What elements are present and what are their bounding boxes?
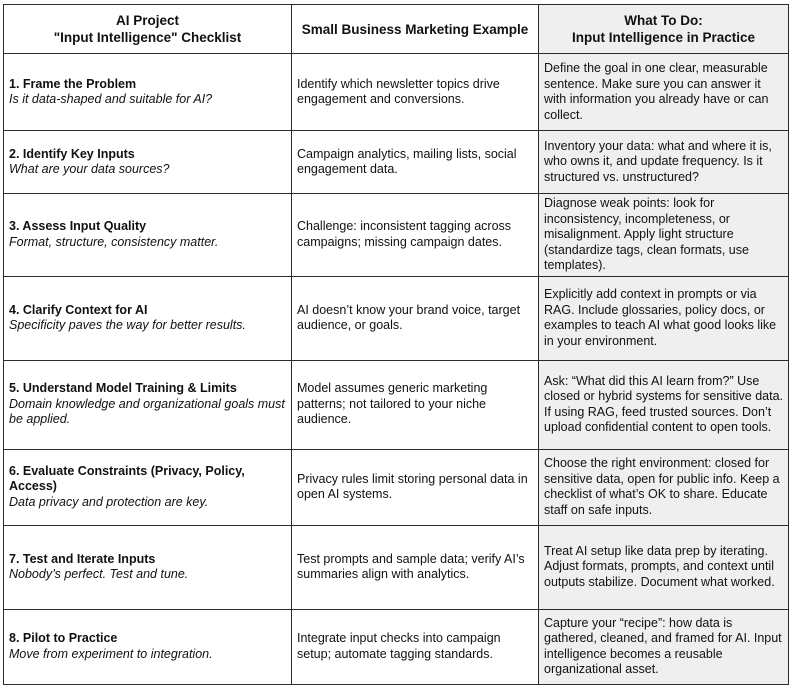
step-subtitle: Specificity paves the way for better results. — [9, 318, 246, 332]
header-checklist — [4, 5, 292, 54]
step-cell — [4, 276, 292, 360]
example-cell: Campaign analytics, mailing lists, social engagement data. — [292, 131, 539, 194]
step-cell — [4, 194, 292, 277]
step-cell — [4, 525, 292, 609]
table-row — [4, 131, 789, 194]
header-example-text: Small Business Marketing Example — [301, 21, 529, 37]
todo-cell: Ask: “What did this AI learn from?” Use closed or hybrid systems for sensitive data. If using RAG, feed trusted sources. Don’t upload confidential content to open tools. — [539, 360, 789, 449]
step-title: 8. Pilot to Practice — [9, 631, 118, 645]
header-what-to-do-line2: Input Intelligence in Practice — [571, 30, 756, 45]
step-title: 2. Identify Key Inputs — [9, 146, 135, 161]
step-title: 5. Understand Model Training & Limits — [9, 381, 237, 396]
step-subtitle: Domain knowledge and organizational goals must be applied. — [9, 396, 285, 427]
header-row — [4, 5, 789, 54]
table-row — [4, 276, 789, 360]
step-subtitle: What are your data sources? — [9, 162, 170, 176]
step-title: 3. Assess Input Quality — [9, 219, 147, 234]
step-cell — [4, 609, 292, 684]
step-title: 7. Test and Iterate Inputs — [9, 551, 156, 566]
example-cell: Identify which newsletter topics drive engagement and conversions. — [292, 54, 539, 131]
todo-cell: Diagnose weak points: look for inconsistency, incompleteness, or misalignment. Apply light structure (standardize tags, clean formats, use templates). — [539, 194, 789, 277]
header-what-to-do — [539, 5, 789, 54]
step-cell — [4, 360, 292, 449]
header-checklist-line2: "Input Intelligence" Checklist — [53, 30, 242, 45]
todo-cell: Define the goal in one clear, measurable sentence. Make sure you can answer it with information you already have or can collect. — [539, 54, 789, 131]
step-cell — [4, 54, 292, 131]
step-subtitle: Data privacy and protection are key. — [9, 494, 209, 509]
step-subtitle: Is it data-shaped and suitable for AI? — [9, 92, 213, 106]
step-subtitle: Nobody’s perfect. Test and tune. — [9, 567, 189, 581]
example-cell: Challenge: inconsistent tagging across campaigns; missing campaign dates. — [292, 194, 539, 277]
header-example — [292, 5, 539, 54]
todo-cell: Explicitly add context in prompts or via RAG. Include glossaries, policy docs, or examples to teach AI what good looks like in your environment. — [539, 276, 789, 360]
header-what-to-do-line1: What To Do: — [624, 13, 703, 28]
todo-cell: Inventory your data: what and where it is, who owns it, and update frequency. Is it structured vs. unstructured? — [539, 131, 789, 194]
table-row — [4, 525, 789, 609]
example-cell: Test prompts and sample data; verify AI’s summaries align with analytics. — [292, 525, 539, 609]
table-row — [4, 194, 789, 277]
step-title: 6. Evaluate Constraints (Privacy, Policy, Access) — [9, 463, 245, 494]
example-cell: AI doesn’t know your brand voice, target audience, or goals. — [292, 276, 539, 360]
example-cell: Model assumes generic marketing patterns; not tailored to your niche audience. — [292, 360, 539, 449]
step-title: 4. Clarify Context for AI — [9, 302, 148, 317]
step-subtitle: Format, structure, consistency matter. — [9, 234, 219, 249]
example-cell: Integrate input checks into campaign setup; automate tagging standards. — [292, 609, 539, 684]
todo-cell: Choose the right environment: closed for sensitive data, open for public info. Keep a checklist of what’s OK to share. Educate staff on safe inputs. — [539, 449, 789, 525]
step-title: 1. Frame the Problem — [9, 76, 137, 91]
table-row — [4, 54, 789, 131]
table-row — [4, 360, 789, 449]
header-checklist-line1: AI Project — [115, 13, 180, 28]
step-subtitle: Move from experiment to integration. — [9, 646, 213, 661]
example-cell: Privacy rules limit storing personal data in open AI systems. — [292, 449, 539, 525]
table-row — [4, 449, 789, 525]
step-cell — [4, 131, 292, 194]
step-cell — [4, 449, 292, 525]
todo-cell: Treat AI setup like data prep by iterating. Adjust formats, prompts, and context until outputs stabilize. Document what worked. — [539, 525, 789, 609]
todo-cell: Capture your “recipe”: how data is gathered, cleaned, and framed for AI. Input intelligence becomes a reusable organizational asset. — [539, 609, 789, 684]
checklist-table — [3, 4, 789, 685]
table-row — [4, 609, 789, 684]
